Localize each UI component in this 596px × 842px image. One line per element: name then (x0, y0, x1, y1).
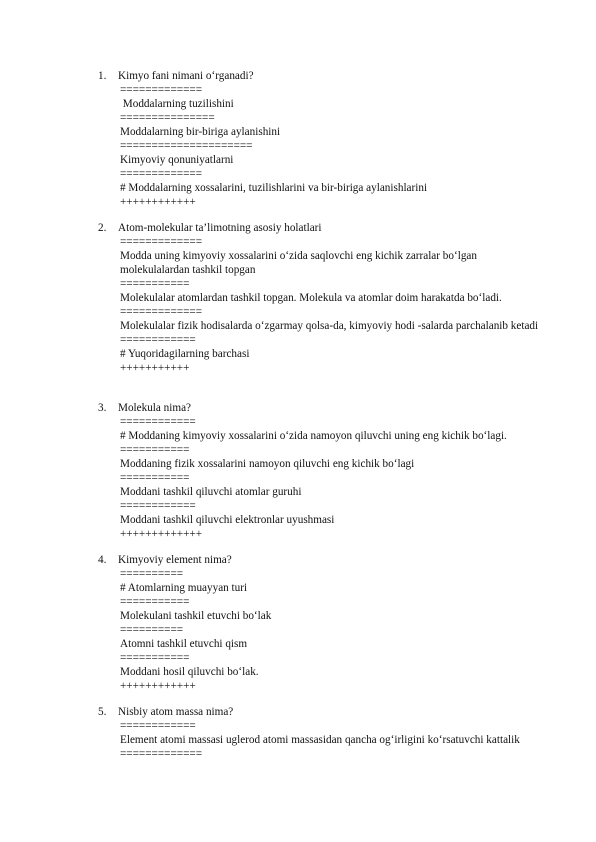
question-text: Atom-molekular ta’limotning asosiy holatlari (118, 222, 322, 234)
question-2 (98, 222, 568, 376)
question-1 (98, 70, 568, 210)
separator: ============= (120, 305, 203, 318)
question-end-marker: +++++++++++++ (120, 527, 203, 540)
separator: ============= (120, 747, 203, 760)
separator: =========== (120, 443, 190, 456)
separator: =========== (120, 471, 190, 484)
answer-option: Molekulalar atomlardan tashkil topgan. Molekula va atomlar doim harakatda bo‘ladi. (120, 291, 502, 304)
answer-option: Molekulalar fizik hodisalarda o‘zgarmay qolsa-da, kimyoviy hodi -salarda parchalanib ketadi (120, 319, 539, 332)
answer-option: Molekulani tashkil etuvchi bo‘lak (120, 609, 272, 622)
question-number: 2. (98, 222, 107, 234)
question-text: Molekula nima? (118, 402, 192, 414)
question-end-marker: ++++++++++++ (120, 195, 196, 208)
question-end-marker: +++++++++++ (120, 361, 190, 374)
separator: =========== (120, 595, 190, 608)
question-number: 3. (98, 402, 107, 414)
answer-option: Atomni tashkil etuvchi qism (120, 637, 248, 650)
question-text: Kimyoviy element nima? (118, 554, 232, 566)
separator: ============= (120, 236, 203, 248)
question-4 (98, 554, 568, 694)
separator: ============ (120, 416, 196, 428)
answer-option: Kimyoviy qonuniyatlarni (120, 153, 234, 166)
correct-answer-option: # Moddalarning xossalarini, tuzilishlarini va bir-biriga aylanishlarini (120, 181, 428, 194)
answer-option: Moddani hosil qiluvchi bo‘lak. (120, 665, 259, 678)
separator: ========== (120, 568, 184, 580)
separator: =========== (120, 277, 190, 290)
separator: =========== (120, 651, 190, 664)
separator: ========== (120, 623, 184, 636)
answer-option: Moddani tashkil qiluvchi atomlar guruhi (120, 485, 302, 498)
question-end-marker: ++++++++++++ (120, 679, 196, 692)
question-number: 5. (98, 706, 107, 718)
correct-answer-option: # Moddaning kimyoviy xossalarini o‘zida namoyon qiluvchi uning eng kichik bo‘lagi. (120, 430, 507, 442)
separator: =============== (120, 111, 215, 124)
correct-answer-option: # Atomlarning muayyan turi (120, 582, 248, 594)
answer-option: Moddalarning bir-biriga aylanishini (120, 125, 281, 138)
question-number: 1. (98, 70, 107, 82)
separator: ============= (120, 84, 203, 96)
separator: ============= (120, 167, 203, 180)
question-5 (98, 706, 568, 762)
question-text: Kimyo fani nimani o‘rganadi? (118, 70, 254, 82)
separator: ============ (120, 499, 196, 512)
separator: ============ (120, 333, 196, 346)
answer-option: Modda uning kimyoviy xossalarini o‘zida saqlovchi eng kichik zarralar bo‘lgan molekulalardan tashkil topgan (120, 250, 477, 276)
separator: ===================== (120, 139, 253, 152)
correct-answer-option: # Yuqoridagilarning barchasi (120, 347, 250, 360)
answer-option: Moddalarning tuzilishini (120, 98, 234, 110)
separator: ============ (120, 720, 196, 732)
question-3 (98, 402, 568, 542)
question-number: 4. (98, 554, 107, 566)
answer-option: Moddani tashkil qiluvchi elektronlar uyushmasi (120, 513, 335, 526)
question-text: Nisbiy atom massa nima? (118, 706, 234, 718)
answer-option: Moddaning fizik xossalarini namoyon qiluvchi eng kichik bo‘lagi (120, 457, 415, 470)
answer-option: Element atomi massasi uglerod atomi massasidan qancha og‘irligini ko‘rsatuvchi kattalik (120, 734, 520, 746)
